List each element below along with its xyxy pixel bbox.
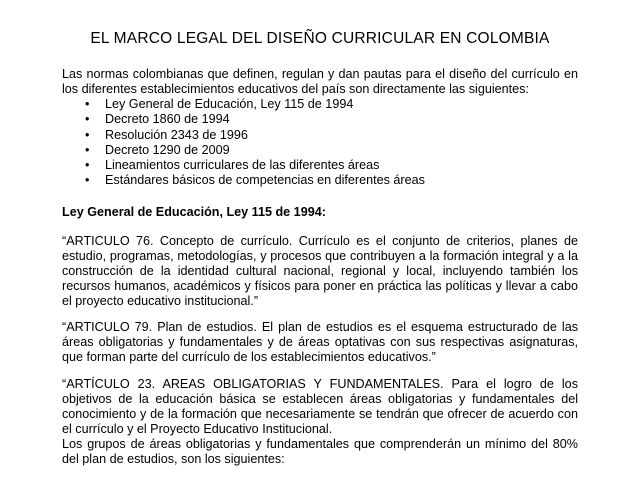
bullet-icon: • xyxy=(85,97,90,111)
bullet-icon: • xyxy=(85,158,90,173)
list-item xyxy=(85,128,425,143)
article-79-paragraph: “ARTICULO 79. Plan de estudios. El plan de estudios es el esquema estructurado de las áreas obligatorias y fundamentales y de áreas optativas con sus respectivas asignaturas, que forman parte del currículo de los establecimientos educativos.” xyxy=(62,320,578,364)
list-item-text: Lineamientos curriculares de las diferentes áreas xyxy=(105,158,380,173)
document-title: EL MARCO LEGAL DEL DISEÑO CURRICULAR EN COLOMBIA xyxy=(90,30,550,47)
article-76-paragraph: “ARTICULO 76. Concepto de currículo. Currículo es el conjunto de criterios, planes de estudio, programas, metodologías, y procesos que contribuyen a la formación integral y a la construcción de la identidad cultural nacional, regional y local, incluyendo también los recursos humanos, académicos y físicos para poner en práctica las políticas y llevar a cabo el proyecto educativo institucional.” xyxy=(62,234,578,308)
list-item-text: Decreto 1290 de 2009 xyxy=(105,142,230,157)
list-item xyxy=(85,173,425,188)
article-23-continuation: Los grupos de áreas obligatorias y fundamentales que comprenderán un mínimo del 80% del plan de estudios, son los siguientes: xyxy=(62,437,578,466)
list-item xyxy=(85,158,425,173)
list-item-text: Estándares básicos de competencias en diferentes áreas xyxy=(105,173,425,188)
norms-list xyxy=(85,97,425,189)
bullet-icon: • xyxy=(85,127,90,142)
section-heading: Ley General de Educación, Ley 115 de 1994: xyxy=(62,205,326,219)
list-item xyxy=(85,97,425,112)
list-item-text: Ley General de Educación, Ley 115 de 1994 xyxy=(105,97,354,111)
article-23-paragraph: “ARTÍCULO 23. AREAS OBLIGATORIAS Y FUNDAMENTALES. Para el logro de los objetivos de la educación básica se establecen áreas obligatorias y fundamentales del conocimiento y de la formación que necesariamente se tendrán que ofrecer de acuerdo con el currículo y el Proyecto Educativo Institucional. xyxy=(62,377,578,436)
bullet-icon: • xyxy=(85,173,90,188)
list-item xyxy=(85,143,425,158)
intro-paragraph: Las normas colombianas que definen, regulan y dan pautas para el diseño del currículo en los diferentes establecimientos educativos del país son directamente las siguientes: xyxy=(62,67,578,96)
list-item xyxy=(85,112,425,127)
list-item-text: Decreto 1860 de 1994 xyxy=(105,112,230,127)
bullet-icon: • xyxy=(85,112,90,127)
list-item-text: Resolución 2343 de 1996 xyxy=(105,127,248,142)
bullet-icon: • xyxy=(85,142,90,157)
